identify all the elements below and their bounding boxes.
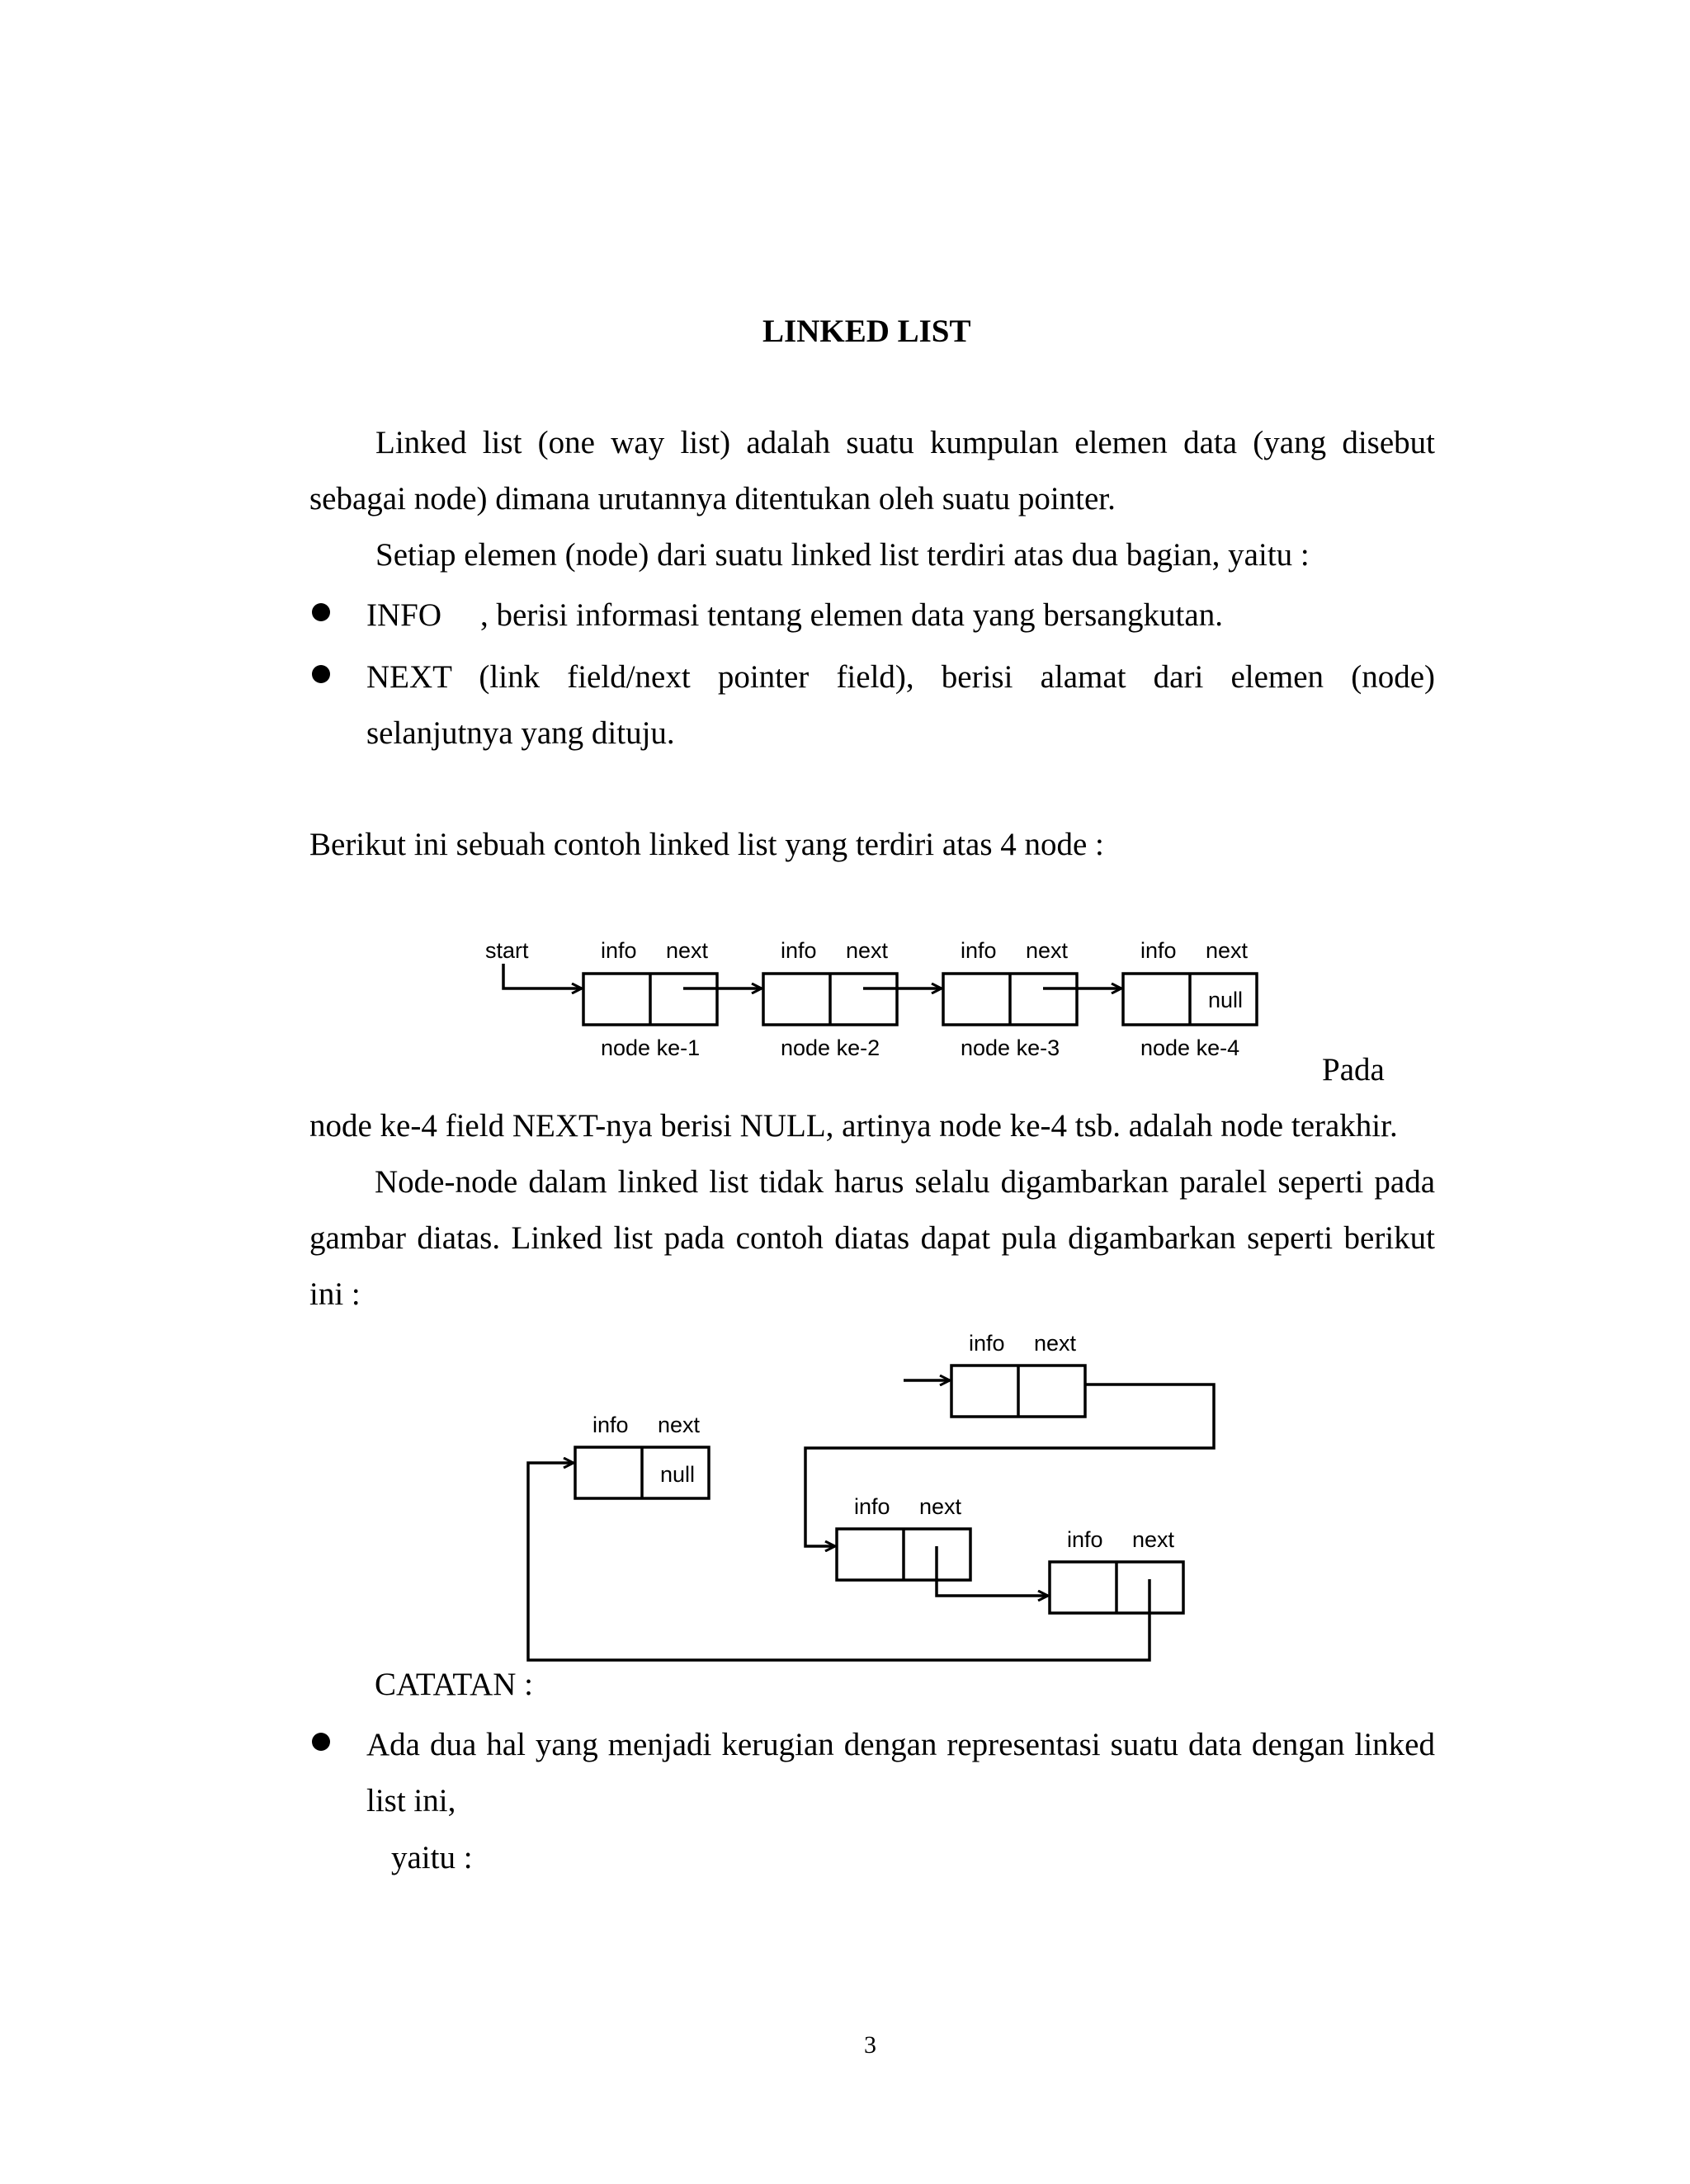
- node-4-next-label: next: [1206, 938, 1249, 963]
- node-4: [1123, 938, 1257, 1060]
- link-arrow-2-3: [937, 1546, 1048, 1596]
- scattered-node-2: [837, 1494, 970, 1580]
- scattered-node-4-next-label: next: [658, 1413, 701, 1437]
- scattered-node-2-info-label: info: [854, 1494, 890, 1519]
- bullet-next-line2: selanjutnya yang dituju.: [366, 715, 675, 751]
- page-title: LINKED LIST: [762, 314, 971, 349]
- bullet-marker: [312, 1733, 330, 1751]
- node-2-next-label: next: [846, 938, 889, 963]
- node-3-label: node ke-3: [961, 1035, 1060, 1060]
- node-2-label: node ke-2: [781, 1035, 880, 1060]
- start-pointer-arrow: [503, 964, 582, 988]
- node-4-label: node ke-4: [1140, 1035, 1240, 1060]
- scattered-node-2-next-label: next: [919, 1494, 962, 1519]
- node-3: [943, 938, 1077, 1060]
- note-line3: yaitu :: [391, 1840, 473, 1875]
- para4-line2: gambar diatas. Linked list pada contoh diatas dapat pula digambarkan seperti berikut: [309, 1220, 1435, 1256]
- scattered-node-4: [575, 1413, 709, 1498]
- node-4-null-label: null: [1208, 988, 1244, 1012]
- scattered-node-3: [1050, 1527, 1183, 1613]
- link-arrow-1-2: [805, 1384, 1214, 1546]
- node-2-info-label: info: [781, 938, 817, 963]
- para4-line1: Node-node dalam linked list tidak harus selalu digambarkan paralel seperti pada: [375, 1164, 1435, 1200]
- scattered-node-3-info-label: info: [1067, 1527, 1103, 1552]
- example-intro: Berikut ini sebuah contoh linked list yang terdiri atas 4 node :: [309, 827, 1104, 862]
- scattered-node-1: [951, 1331, 1085, 1417]
- para1-line1: Linked list (one way list) adalah suatu kumpulan elemen data (yang disebut: [375, 425, 1435, 460]
- note-line1: Ada dua hal yang menjadi kerugian dengan representasi suatu data dengan linked: [366, 1727, 1435, 1762]
- para3-line: node ke-4 field NEXT-nya berisi NULL, artinya node ke-4 tsb. adalah node terakhir.: [309, 1108, 1398, 1144]
- node-1-label: node ke-1: [601, 1035, 701, 1060]
- node-1: [583, 938, 717, 1060]
- note-line2: list ini,: [366, 1783, 456, 1818]
- page-number: 3: [864, 2031, 876, 2059]
- scattered-node-4-info-label: info: [592, 1413, 629, 1437]
- para2: Setiap elemen (node) dari suatu linked list terdiri atas dua bagian, yaitu :: [375, 537, 1310, 573]
- node-1-next-label: next: [666, 938, 709, 963]
- para1-line2: sebagai node) dimana urutannya ditentukan oleh suatu pointer.: [309, 481, 1116, 517]
- para4-line3: ini :: [309, 1276, 361, 1312]
- bullet-info-text: , berisi informasi tentang elemen data yang bersangkutan.: [480, 597, 1223, 633]
- node-4-info-label: info: [1140, 938, 1177, 963]
- start-label: start: [485, 938, 529, 963]
- bullet-info-term: INFO: [366, 597, 442, 633]
- node-3-next-label: next: [1026, 938, 1069, 963]
- scattered-node-3-next-label: next: [1132, 1527, 1175, 1552]
- node-1-info-label: info: [601, 938, 637, 963]
- scattered-node-4-null-label: null: [660, 1462, 696, 1487]
- note-heading: CATATAN :: [375, 1667, 534, 1702]
- node-2: [763, 938, 897, 1060]
- node-3-info-label: info: [961, 938, 997, 963]
- scattered-node-1-next-label: next: [1034, 1331, 1077, 1356]
- bullet-next-line1: NEXT (link field/next pointer field), berisi alamat dari elemen (node): [366, 659, 1435, 695]
- scattered-node-1-info-label: info: [969, 1331, 1005, 1356]
- para3-word: Pada: [1322, 1052, 1385, 1087]
